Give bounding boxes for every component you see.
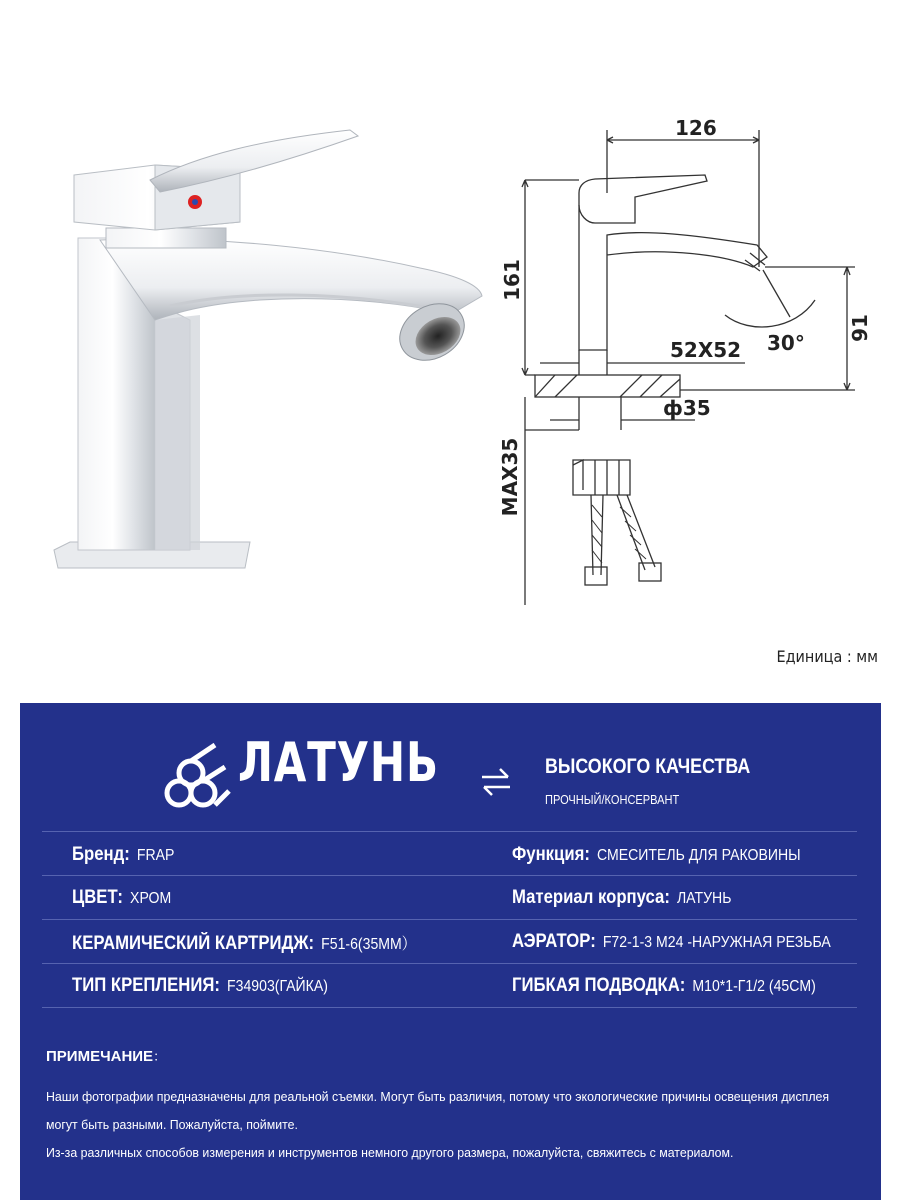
spec-hose — [512, 975, 816, 997]
dim-base: 52X52 — [670, 338, 742, 362]
spec-cartridge — [72, 931, 416, 955]
quality-title: ВЫСОКОГО КАЧЕСТВА — [545, 755, 751, 778]
dim-max: MAX35 — [498, 437, 522, 517]
spec-value: ХРОМ — [130, 890, 172, 907]
divider — [42, 963, 857, 964]
spec-panel — [20, 703, 881, 1200]
spec-color — [72, 887, 171, 909]
spec-key: КЕРАМИЧЕСКИЙ КАРТРИДЖ: — [72, 933, 315, 954]
spec-key: ЦВЕТ: — [72, 887, 124, 908]
dim-width: 126 — [675, 116, 717, 140]
spec-key: ГИБКАЯ ПОДВОДКА: — [512, 975, 686, 996]
note-line: Из-за различных способов измерения и инструментов немного другого размера, пожалуйста, свяжитесь с материалом. — [46, 1145, 734, 1160]
spec-value: ЛАТУНЬ — [676, 890, 732, 907]
dim-spout: 91 — [848, 314, 872, 342]
exchange-arrows-icon — [478, 764, 514, 800]
divider — [42, 831, 857, 832]
technical-drawing — [495, 105, 875, 605]
divider — [42, 919, 857, 920]
spec-key: Бренд: — [72, 844, 130, 865]
spec-key: Материал корпуса: — [512, 887, 670, 908]
note-colon: ： — [153, 1049, 167, 1064]
quality-subtitle: ПРОЧНЫЙ/КОНСЕРВАНТ — [545, 792, 680, 807]
dim-hole: ф35 — [663, 396, 711, 420]
spec-key: АЭРАТОР: — [512, 931, 596, 952]
spec-body-material — [512, 887, 731, 909]
note-line: могут быть разными. Пожалуйста, поймите. — [46, 1117, 298, 1132]
spec-brand — [72, 844, 174, 866]
brass-bars-icon — [163, 741, 231, 809]
material-title: ЛАТУНЬ — [238, 731, 439, 794]
spec-value: FRAP — [136, 847, 175, 864]
note-title — [46, 1046, 166, 1065]
spec-value: СМЕСИТЕЛЬ ДЛЯ РАКОВИНЫ — [596, 847, 801, 864]
spec-key: Функция: — [512, 844, 590, 865]
dim-height: 161 — [500, 259, 524, 301]
faucet-photo — [40, 110, 490, 590]
unit-label: Единица : мм — [776, 647, 878, 666]
spec-aerator — [512, 931, 831, 953]
spec-value: F34903(ГАЙКА) — [227, 978, 328, 995]
divider — [42, 1007, 857, 1008]
spec-key: ТИП КРЕПЛЕНИЯ: — [72, 975, 220, 996]
spec-mounting — [72, 975, 328, 997]
spec-value: M10*1-Г1/2 (45CM) — [692, 978, 816, 995]
note-title-text: ПРИМЕЧАНИЕ — [46, 1048, 154, 1065]
divider — [42, 875, 857, 876]
dim-angle: 30° — [767, 331, 805, 355]
note-line: Наши фотографии предназначены для реальной съемки. Могут быть различия, потому что экологические причины освещения дисплея — [46, 1089, 830, 1104]
spec-function — [512, 844, 801, 866]
spec-value: F72-1-3 M24 -НАРУЖНАЯ РЕЗЬБА — [602, 934, 831, 951]
spec-value: F51-6(35ММ） — [321, 936, 416, 953]
